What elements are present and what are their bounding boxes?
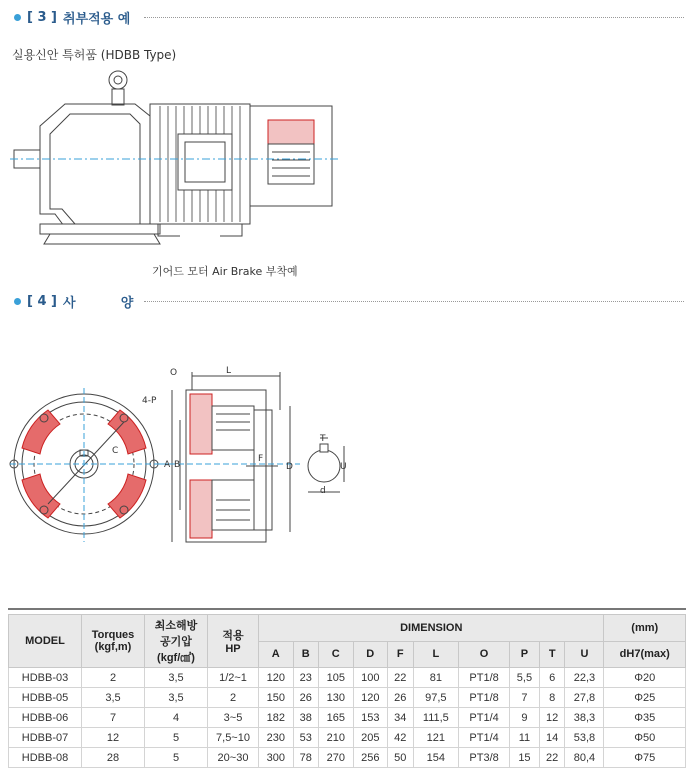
cell: 300 (259, 748, 294, 768)
cell: PT1/4 (459, 728, 510, 748)
cell: 210 (319, 728, 354, 748)
cell: 3,5 (145, 688, 208, 708)
cell-model: HDBB-03 (9, 668, 82, 688)
cell: 15 (509, 748, 539, 768)
patent-subtitle: 실용신안 특허품 (HDBB Type) (12, 48, 177, 62)
section-4-number: [ 4 ] (27, 294, 57, 309)
cell: Φ25 (604, 688, 686, 708)
table-top-rule (8, 608, 686, 610)
cell: 165 (319, 708, 354, 728)
header-model: MODEL (9, 615, 82, 668)
label-a: A (164, 460, 171, 470)
cell: 4 (145, 708, 208, 728)
label-d-small: d (320, 486, 326, 496)
cell: 78 (293, 748, 318, 768)
section-3-header (14, 8, 684, 27)
label-c: C (112, 446, 119, 456)
bullet-icon (14, 298, 21, 305)
drawing-caption: 기어드 모터 Air Brake 부착예 (152, 265, 298, 278)
header-dim-col: C (319, 641, 354, 668)
header-dim-col: T (539, 641, 564, 668)
table-row (9, 688, 686, 708)
cell: 22 (539, 748, 564, 768)
header-dim-col: B (293, 641, 318, 668)
cell: PT1/8 (459, 688, 510, 708)
cell: 153 (353, 708, 388, 728)
cell: 270 (319, 748, 354, 768)
cell: 121 (413, 728, 459, 748)
cell: 111,5 (413, 708, 459, 728)
cell: 230 (259, 728, 294, 748)
keyway-view (300, 430, 360, 504)
section-4-header (14, 292, 684, 311)
header-dim-col: dH7(max) (604, 641, 686, 668)
cell-model: HDBB-08 (9, 748, 82, 768)
cell: 120 (259, 668, 294, 688)
cell-model: HDBB-05 (9, 688, 82, 708)
cell: Φ20 (604, 668, 686, 688)
label-f: F (258, 454, 264, 464)
cell: 97,5 (413, 688, 459, 708)
section-4-title: 사 양 (62, 296, 134, 311)
table-row (9, 728, 686, 748)
cell: 7 (82, 708, 145, 728)
cell: 2 (82, 668, 145, 688)
header-torque: Torques (kgf,m) (82, 615, 145, 668)
cell: 8 (539, 688, 564, 708)
cell: 130 (319, 688, 354, 708)
cell: 80,4 (565, 748, 604, 768)
header-dim-col: U (565, 641, 604, 668)
header-dim-col: O (459, 641, 510, 668)
header-dim-col: L (413, 641, 459, 668)
cell: 3~5 (208, 708, 259, 728)
cell-model: HDBB-06 (9, 708, 82, 728)
cell: 100 (353, 668, 388, 688)
cell: 105 (319, 668, 354, 688)
cell: 14 (539, 728, 564, 748)
cell: 12 (539, 708, 564, 728)
header-dimension: DIMENSION (259, 615, 604, 642)
cell: 12 (82, 728, 145, 748)
label-4p: 4-P (142, 396, 157, 406)
cell: 27,8 (565, 688, 604, 708)
cell: 3,5 (82, 688, 145, 708)
cell: 11 (509, 728, 539, 748)
cell: PT3/8 (459, 748, 510, 768)
section-divider (144, 17, 684, 18)
cell: 20~30 (208, 748, 259, 768)
label-o: O (170, 368, 178, 378)
cell: 256 (353, 748, 388, 768)
cell: 81 (413, 668, 459, 688)
cell: 182 (259, 708, 294, 728)
cell: 38 (293, 708, 318, 728)
header-dim-col: F (388, 641, 413, 668)
cell-model: HDBB-07 (9, 728, 82, 748)
cell: 9 (509, 708, 539, 728)
geared-motor-drawing (10, 64, 340, 260)
cell: Φ50 (604, 728, 686, 748)
header-dim-col: A (259, 641, 294, 668)
cell: 6 (539, 668, 564, 688)
label-b: B (174, 460, 181, 470)
header-dim-col: P (509, 641, 539, 668)
label-l: L (226, 366, 232, 376)
cell: 34 (388, 708, 413, 728)
header-air-pressure: 최소해방 공기압 (kgf/㎠) (145, 615, 208, 668)
cell: 22 (388, 668, 413, 688)
label-t: T (320, 434, 326, 444)
cell: 120 (353, 688, 388, 708)
header-hp: 적용 HP (208, 615, 259, 668)
cell: 26 (293, 688, 318, 708)
header-dim-col: D (353, 641, 388, 668)
cell: 26 (388, 688, 413, 708)
header-mm: (mm) (604, 615, 686, 642)
cell: 7,5~10 (208, 728, 259, 748)
cell: 38,3 (565, 708, 604, 728)
label-d: D (286, 462, 293, 472)
table-row (9, 708, 686, 728)
table-row (9, 748, 686, 768)
cell: 7 (509, 688, 539, 708)
cell: 150 (259, 688, 294, 708)
cell: PT1/8 (459, 668, 510, 688)
section-3-title: 취부적용 예 (62, 12, 131, 27)
cell: Φ75 (604, 748, 686, 768)
cell: 3,5 (145, 668, 208, 688)
label-u: U (340, 462, 347, 472)
cell: 22,3 (565, 668, 604, 688)
section-3-number: [ 3 ] (27, 10, 57, 25)
cell: 2 (208, 688, 259, 708)
cell: 53 (293, 728, 318, 748)
table-row (9, 668, 686, 688)
brake-section-view (160, 360, 300, 550)
cell: 205 (353, 728, 388, 748)
cell: PT1/4 (459, 708, 510, 728)
cell: Φ35 (604, 708, 686, 728)
bullet-icon (14, 14, 21, 21)
cell: 23 (293, 668, 318, 688)
cell: 53,8 (565, 728, 604, 748)
cell: 154 (413, 748, 459, 768)
cell: 1/2~1 (208, 668, 259, 688)
cell: 5 (145, 748, 208, 768)
cell: 5,5 (509, 668, 539, 688)
section-divider (144, 301, 684, 302)
cell: 42 (388, 728, 413, 748)
spec-table (8, 614, 686, 768)
cell: 28 (82, 748, 145, 768)
cell: 5 (145, 728, 208, 748)
cell: 50 (388, 748, 413, 768)
